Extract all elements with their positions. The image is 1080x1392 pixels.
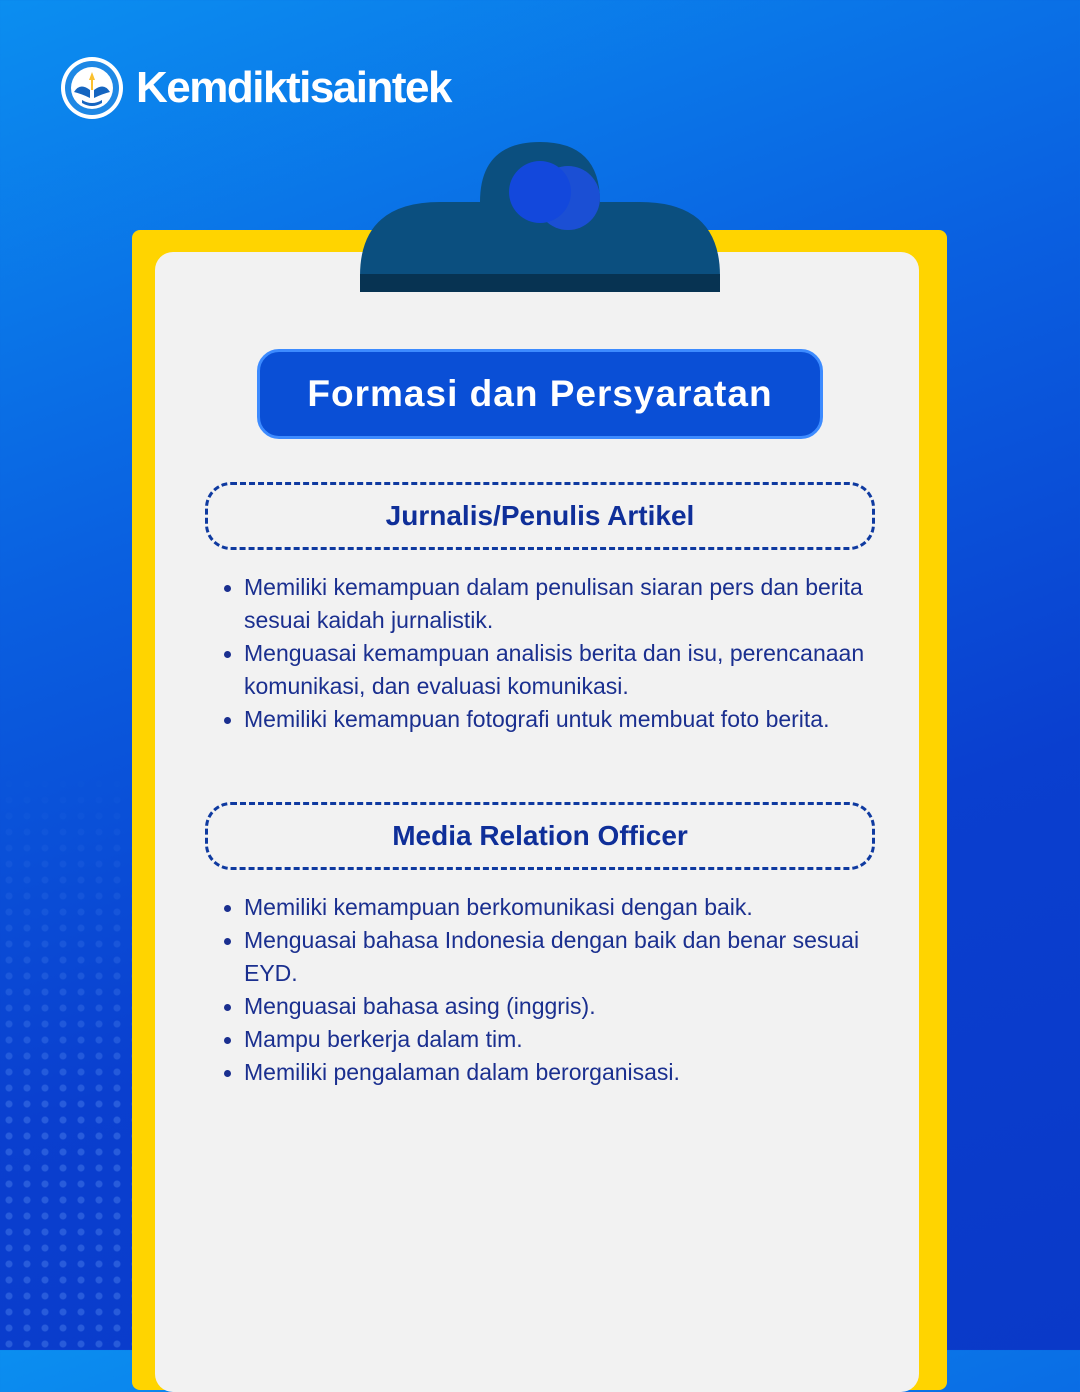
list-item: Memiliki kemampuan fotografi untuk membuat foto berita. — [244, 703, 884, 736]
requirements-list-media-relation — [244, 891, 884, 1089]
list-item: Menguasai kemampuan analisis berita dan isu, perencanaan komunikasi, dan evaluasi komunikasi. — [244, 637, 884, 703]
list-item: Menguasai bahasa asing (inggris). — [244, 990, 884, 1023]
list-item: Memiliki kemampuan dalam penulisan siaran pers dan berita sesuai kaidah jurnalistik. — [244, 571, 884, 637]
requirements-list-jurnalis — [244, 571, 884, 736]
list-item: Memiliki kemampuan berkomunikasi dengan baik. — [244, 891, 884, 924]
section-heading-media-relation: Media Relation Officer — [205, 802, 875, 870]
brand-header — [60, 56, 451, 120]
list-item: Menguasai bahasa Indonesia dengan baik dan benar sesuai EYD. — [244, 924, 884, 990]
page-title: Formasi dan Persyaratan — [257, 349, 823, 439]
list-item: Memiliki pengalaman dalam berorganisasi. — [244, 1056, 884, 1089]
brand-name: Kemdiktisaintek — [136, 63, 451, 112]
section-heading-jurnalis: Jurnalis/Penulis Artikel — [205, 482, 875, 550]
background-hex-pattern — [0, 760, 150, 1350]
clipboard-clip-icon — [358, 140, 722, 292]
tut-wuri-handayani-emblem-icon — [60, 56, 124, 120]
list-item: Mampu berkerja dalam tim. — [244, 1023, 884, 1056]
